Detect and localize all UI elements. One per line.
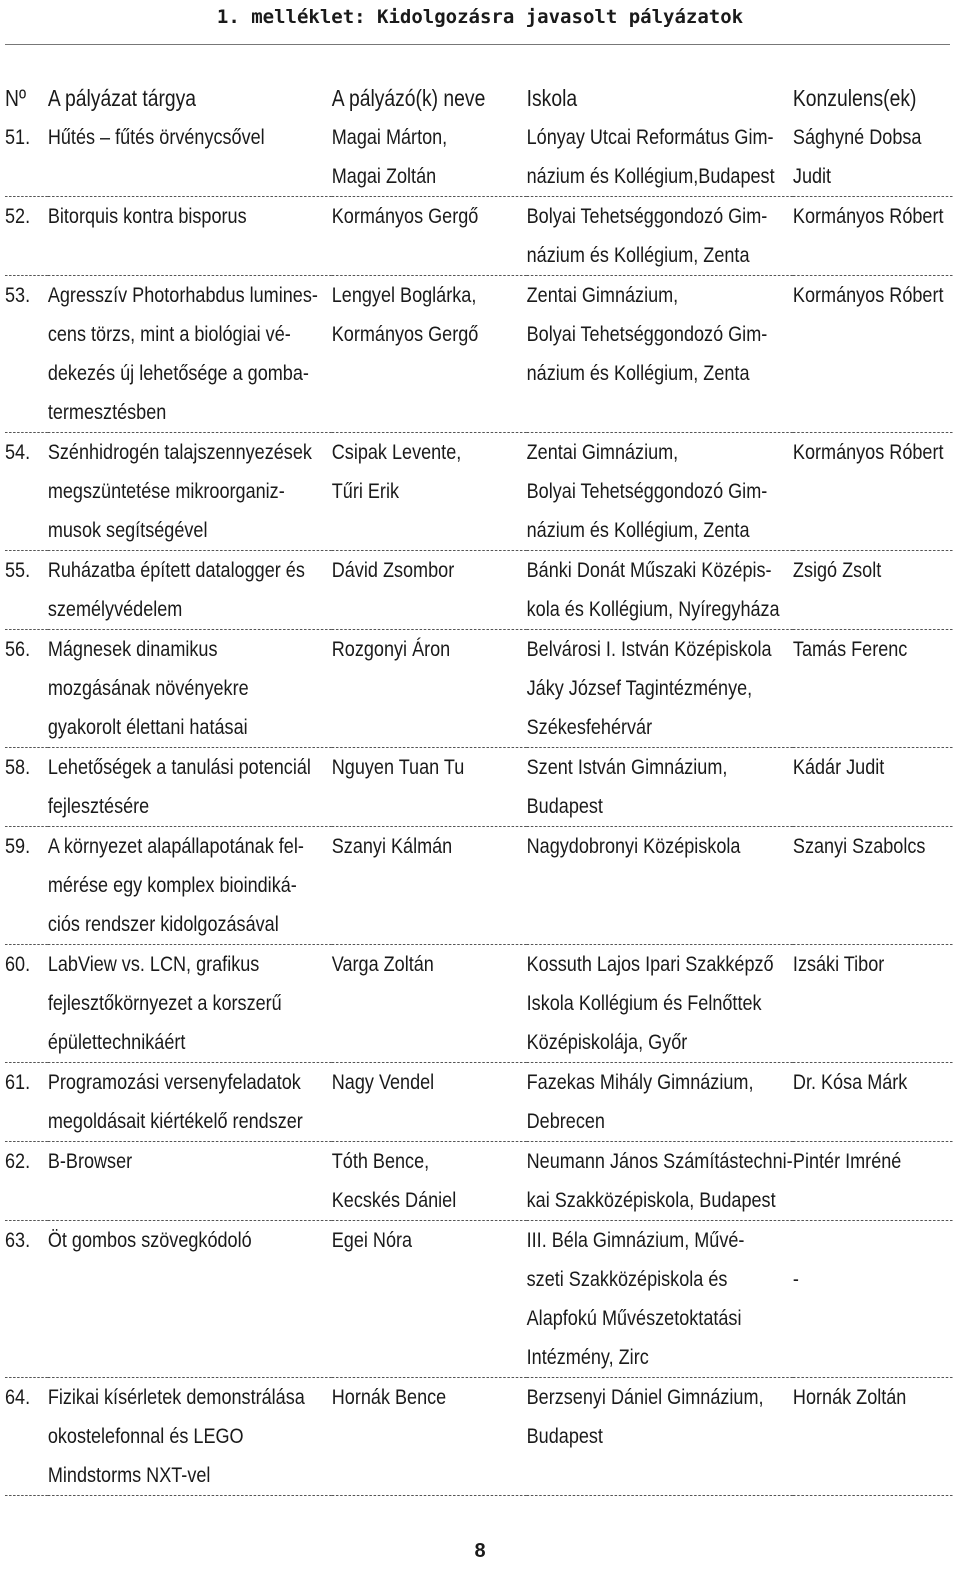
cell-topic-line: Lehetőségek a tanulási potenciál xyxy=(47,755,311,779)
cell-applicants-line: Magai Zoltán xyxy=(331,164,437,188)
cell-consultants xyxy=(793,748,953,827)
table-row xyxy=(5,433,953,551)
cell-applicants-line: Dávid Zsombor xyxy=(331,558,455,582)
cell-number: 51. xyxy=(5,118,48,197)
cell-school-line: Debrecen xyxy=(526,1109,605,1133)
cell-topic-line: Ruházatba épített datalogger és xyxy=(47,558,305,582)
cell-consultants-line: Zsigó Zsolt xyxy=(792,558,882,582)
cell-topic-line: Programozási versenyfeladatok xyxy=(47,1070,301,1094)
cell-topic-line: Szénhidrogén talajszennyezések xyxy=(47,440,312,464)
cell-consultants-line: Tamás Ferenc xyxy=(792,637,908,661)
cell-consultants-line: Judit xyxy=(792,164,832,188)
cell-number: 52. xyxy=(5,197,48,276)
cell-consultants-line: Szanyi Szabolcs xyxy=(792,834,926,858)
cell-number: 62. xyxy=(5,1142,48,1221)
cell-applicants-line: Nguyen Tuan Tu xyxy=(331,755,465,779)
cell-school-line: Zentai Gimnázium, xyxy=(526,440,679,464)
cell-topic-line: mérése egy komplex bioindiká- xyxy=(47,873,297,897)
cell-applicants xyxy=(332,551,527,630)
cell-school-line: III. Béla Gimnázium, Művé- xyxy=(526,1228,745,1252)
cell-school-line: Bolyai Tehetséggondozó Gim- xyxy=(526,479,768,503)
cell-school-line: Szent István Gimnázium, xyxy=(526,755,728,779)
cell-topic-line: Agresszív Photorhabdus lumines- xyxy=(47,283,318,307)
cell-school xyxy=(527,630,793,748)
header-divider xyxy=(5,44,950,45)
cell-school-line: Budapest xyxy=(526,794,603,818)
column-header-school: Iskola xyxy=(526,84,578,111)
table-row xyxy=(5,1142,953,1221)
cell-school xyxy=(527,1378,793,1496)
cell-topic-line: fejlesztőkörnyezet a korszerű xyxy=(47,991,282,1015)
cell-school xyxy=(527,1063,793,1142)
column-header-applicants: A pályázó(k) neve xyxy=(331,84,486,111)
page-header: 1. melléklet: Kidolgozásra javasolt pályázatok xyxy=(216,6,744,28)
cell-topic xyxy=(48,1378,332,1496)
cell-applicants xyxy=(332,748,527,827)
cell-applicants xyxy=(332,197,527,276)
cell-school-line: názium és Kollégium, Zenta xyxy=(526,361,750,385)
cell-school xyxy=(527,551,793,630)
cell-school-line: Belvárosi I. István Középiskola xyxy=(526,637,772,661)
cell-consultants-line: Kormányos Róbert xyxy=(792,283,944,307)
cell-school xyxy=(527,945,793,1063)
cell-topic xyxy=(48,433,332,551)
cell-school-line: Középiskolája, Győr xyxy=(526,1030,688,1054)
cell-school-line: Alapfokú Művészetoktatási xyxy=(526,1306,742,1330)
cell-applicants-line: Rozgonyi Áron xyxy=(331,637,451,661)
cell-applicants xyxy=(332,1063,527,1142)
cell-school xyxy=(527,433,793,551)
cell-school-line: Iskola Kollégium és Felnőttek xyxy=(526,991,762,1015)
cell-number: 55. xyxy=(5,551,48,630)
cell-topic-line: személyvédelem xyxy=(47,597,183,621)
cell-topic-line: mozgásának növényekre xyxy=(47,676,249,700)
cell-topic-line: megoldásait kiértékelő rendszer xyxy=(47,1109,303,1133)
cell-school-line: szeti Szakközépiskola és xyxy=(526,1267,728,1291)
cell-school xyxy=(527,1142,793,1221)
cell-topic-line: LabView vs. LCN, grafikus xyxy=(47,952,260,976)
cell-applicants xyxy=(332,118,527,197)
cell-topic xyxy=(48,827,332,945)
cell-topic-line: B-Browser xyxy=(47,1149,133,1173)
cell-school-line: Zentai Gimnázium, xyxy=(526,283,679,307)
cell-school-line: Berzsenyi Dániel Gimnázium, xyxy=(526,1385,764,1409)
cell-consultants-line: Hornák Zoltán xyxy=(792,1385,907,1409)
cell-applicants xyxy=(332,630,527,748)
cell-consultants xyxy=(793,945,953,1063)
column-header-topic: A pályázat tárgya xyxy=(47,84,197,111)
table-row xyxy=(5,827,953,945)
cell-applicants-line: Szanyi Kálmán xyxy=(331,834,453,858)
cell-school-line: Jáky József Tagintézménye, xyxy=(526,676,753,700)
cell-consultants xyxy=(793,630,953,748)
cell-applicants xyxy=(332,827,527,945)
cell-consultants xyxy=(793,827,953,945)
cell-consultants-line: Kádár Judit xyxy=(792,755,885,779)
cell-topic-line: Fizikai kísérletek demonstrálása xyxy=(47,1385,305,1409)
cell-topic xyxy=(48,945,332,1063)
cell-topic-line: Mindstorms NXT-vel xyxy=(47,1463,211,1487)
cell-consultants xyxy=(793,276,953,433)
table-row xyxy=(5,1063,953,1142)
cell-topic-line: dekezés új lehetősége a gomba- xyxy=(47,361,309,385)
cell-school xyxy=(527,197,793,276)
table-row xyxy=(5,945,953,1063)
cell-school-line: Fazekas Mihály Gimnázium, xyxy=(526,1070,754,1094)
cell-consultants-line: Dr. Kósa Márk xyxy=(792,1070,908,1094)
cell-school-line: Székesfehérvár xyxy=(526,715,653,739)
cell-topic xyxy=(48,1221,332,1378)
cell-topic-line: A környezet alapállapotának fel- xyxy=(47,834,304,858)
cell-school xyxy=(527,276,793,433)
cell-consultants xyxy=(793,1063,953,1142)
column-header-number: Nº xyxy=(5,84,27,111)
cell-consultants xyxy=(793,551,953,630)
projects-table xyxy=(5,78,953,1496)
cell-topic xyxy=(48,118,332,197)
cell-topic-line: fejlesztésére xyxy=(47,794,150,818)
cell-number: 54. xyxy=(5,433,48,551)
table-row xyxy=(5,630,953,748)
cell-number: 60. xyxy=(5,945,48,1063)
page-number: 8 xyxy=(474,1540,486,1562)
table-row xyxy=(5,118,953,197)
cell-number: 63. xyxy=(5,1221,48,1378)
cell-school xyxy=(527,118,793,197)
cell-school-line: Nagydobronyi Középiskola xyxy=(526,834,741,858)
cell-applicants xyxy=(332,1142,527,1221)
cell-consultants-line: Pintér Imréné xyxy=(792,1149,902,1173)
cell-number: 64. xyxy=(5,1378,48,1496)
cell-applicants-line: Nagy Vendel xyxy=(331,1070,435,1094)
cell-school xyxy=(527,827,793,945)
cell-consultants-line: Kormányos Róbert xyxy=(792,440,944,464)
cell-school-line: Lónyay Utcai Református Gim- xyxy=(526,125,774,149)
cell-school xyxy=(527,748,793,827)
cell-applicants-line: Varga Zoltán xyxy=(331,952,434,976)
cell-topic-line: Öt gombos szövegkódoló xyxy=(47,1228,252,1252)
cell-topic-line: Hűtés – fűtés örvénycsővel xyxy=(47,125,265,149)
cell-topic-line: Mágnesek dinamikus xyxy=(47,637,218,661)
cell-applicants xyxy=(332,945,527,1063)
cell-applicants-line: Tűri Erik xyxy=(331,479,399,503)
cell-applicants xyxy=(332,1378,527,1496)
cell-school-line: kola és Kollégium, Nyíregyháza xyxy=(526,597,780,621)
table-header-row xyxy=(5,78,953,118)
cell-topic xyxy=(48,1063,332,1142)
cell-number: 53. xyxy=(5,276,48,433)
cell-topic xyxy=(48,276,332,433)
cell-school-line: Intézmény, Zirc xyxy=(526,1345,649,1369)
table-row xyxy=(5,197,953,276)
cell-applicants-line: Lengyel Boglárka, xyxy=(331,283,477,307)
cell-applicants-line: Hornák Bence xyxy=(331,1385,447,1409)
cell-school-line: názium és Kollégium, Zenta xyxy=(526,243,750,267)
cell-topic-line: gyakorolt élettani hatásai xyxy=(47,715,248,739)
cell-topic xyxy=(48,551,332,630)
cell-school-line: Bánki Donát Műszaki Középis- xyxy=(526,558,772,582)
cell-applicants-line: Csipak Levente, xyxy=(331,440,462,464)
table-row xyxy=(5,1221,953,1378)
table-body xyxy=(5,118,953,1496)
cell-school xyxy=(527,1221,793,1378)
cell-school-line: kai Szakközépiskola, Budapest xyxy=(526,1188,776,1212)
cell-consultants-line xyxy=(793,1221,951,1260)
cell-school-line: Bolyai Tehetséggondozó Gim- xyxy=(526,322,768,346)
cell-topic-line: okostelefonnal és LEGO xyxy=(47,1424,244,1448)
cell-consultants xyxy=(793,118,953,197)
cell-topic-line: ciós rendszer kidolgozásával xyxy=(47,912,279,936)
table-row xyxy=(5,1378,953,1496)
table-row xyxy=(5,748,953,827)
cell-school-line: Bolyai Tehetséggondozó Gim- xyxy=(526,204,768,228)
cell-topic-line: termesztésben xyxy=(47,400,167,424)
cell-applicants-line: Tóth Bence, xyxy=(331,1149,430,1173)
cell-topic-line: megszüntetése mikroorganiz- xyxy=(47,479,285,503)
cell-consultants-line: Kormányos Róbert xyxy=(792,204,944,228)
cell-consultants xyxy=(793,433,953,551)
cell-consultants xyxy=(793,1378,953,1496)
cell-applicants-line: Kecskés Dániel xyxy=(331,1188,457,1212)
cell-topic xyxy=(48,630,332,748)
cell-number: 58. xyxy=(5,748,48,827)
cell-number: 59. xyxy=(5,827,48,945)
cell-school-line: názium és Kollégium,Budapest xyxy=(526,164,775,188)
cell-topic xyxy=(48,748,332,827)
cell-applicants-line: Egei Nóra xyxy=(331,1228,413,1252)
cell-school-line: Budapest xyxy=(526,1424,603,1448)
cell-number: 61. xyxy=(5,1063,48,1142)
cell-topic-line: épülettechnikáért xyxy=(47,1030,186,1054)
cell-topic-line: cens törzs, mint a biológiai vé- xyxy=(47,322,291,346)
cell-consultants xyxy=(793,197,953,276)
cell-topic xyxy=(48,1142,332,1221)
cell-school-line: názium és Kollégium, Zenta xyxy=(526,518,750,542)
cell-applicants-line: Magai Márton, xyxy=(331,125,448,149)
cell-applicants-line: Kormányos Gergő xyxy=(331,322,479,346)
cell-consultants-line: Sághyné Dobsa xyxy=(792,125,922,149)
table-row xyxy=(5,276,953,433)
cell-number: 56. xyxy=(5,630,48,748)
cell-consultants-line: Izsáki Tibor xyxy=(792,952,885,976)
cell-school-line: Neumann János Számítástechni- xyxy=(526,1149,793,1173)
cell-applicants xyxy=(332,433,527,551)
cell-applicants-line: Kormányos Gergő xyxy=(331,204,479,228)
cell-topic-line: Bitorquis kontra bisporus xyxy=(47,204,247,228)
cell-topic xyxy=(48,197,332,276)
cell-applicants xyxy=(332,1221,527,1378)
cell-consultants-line: - xyxy=(792,1267,799,1291)
cell-consultants xyxy=(793,1221,953,1378)
cell-topic-line: musok segítségével xyxy=(47,518,208,542)
cell-applicants xyxy=(332,276,527,433)
cell-school-line: Kossuth Lajos Ipari Szakképző xyxy=(526,952,774,976)
table-row xyxy=(5,551,953,630)
cell-consultants xyxy=(793,1142,953,1221)
column-header-consultants: Konzulens(ek) xyxy=(792,84,917,111)
